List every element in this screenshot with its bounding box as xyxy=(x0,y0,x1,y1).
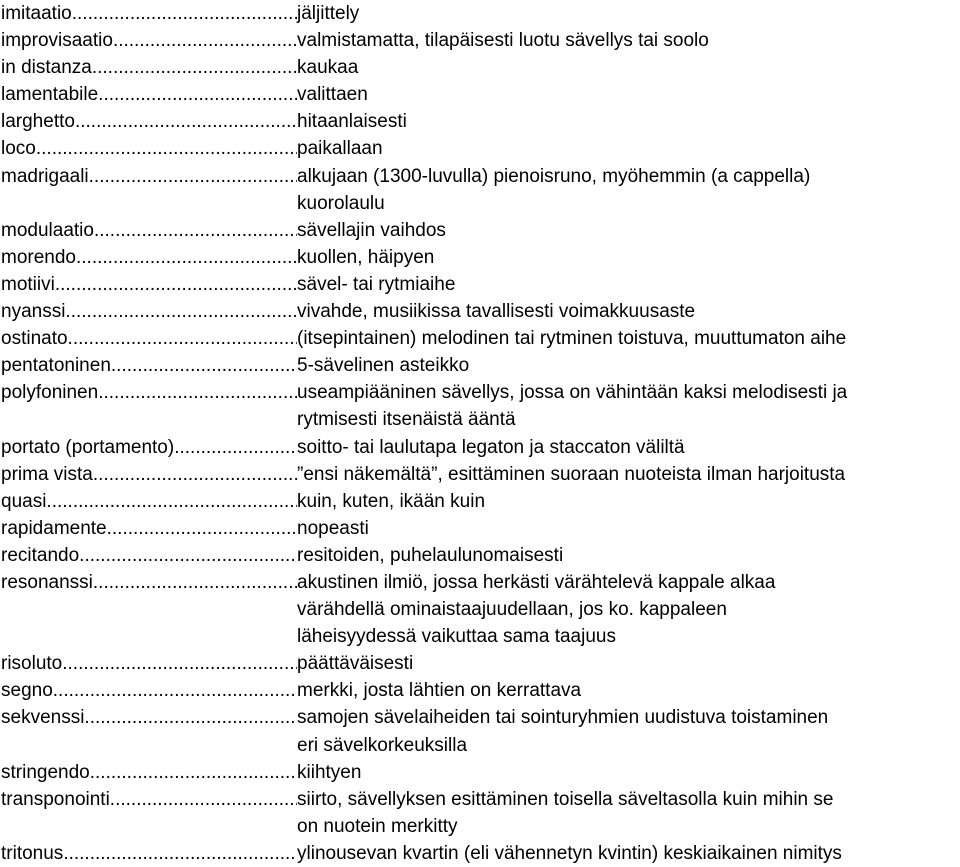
dot-leader xyxy=(90,759,297,786)
definition-line: sävellajin vaihdos xyxy=(297,219,446,241)
definition-line: läheisyydessä vaikuttaa sama taajuus xyxy=(297,626,616,648)
glossary-entry xyxy=(1,81,960,108)
glossary-definition xyxy=(297,0,960,27)
definition-line: valmistamatta, tilapäisesti luotu sävellys tai soolo xyxy=(297,30,709,52)
glossary-term: modulaatio xyxy=(1,219,94,241)
definition-line: valittaen xyxy=(297,84,368,106)
definition-line: useampiääninen sävellys, jossa on vähintään kaksi melodisesti ja xyxy=(297,382,848,404)
glossary-definition xyxy=(297,488,960,515)
glossary-definition xyxy=(297,135,960,162)
definition-line: samojen sävelaiheiden tai sointuryhmien uudistuva toistaminen xyxy=(297,707,829,729)
dot-leader xyxy=(46,488,297,515)
glossary-entry xyxy=(1,108,960,135)
glossary-definition xyxy=(297,569,960,650)
definition-line: ylinousevan kvartin (eli vähennetyn kvintin) keskiaikainen nimitys xyxy=(297,842,842,864)
dot-leader xyxy=(113,27,297,54)
definition-line: vivahde, musiikissa tavallisesti voimakkuusaste xyxy=(297,301,696,323)
dot-leader xyxy=(53,677,297,704)
term-cell xyxy=(1,379,297,406)
glossary-term: larghetto xyxy=(1,111,75,133)
dot-leader xyxy=(72,0,297,27)
dot-leader xyxy=(92,54,297,81)
term-cell xyxy=(1,27,297,54)
dot-leader xyxy=(76,244,297,271)
glossary-term: segno xyxy=(1,680,53,702)
definition-line: kuollen, häipyen xyxy=(297,246,435,268)
dot-leader xyxy=(68,325,297,352)
glossary-definition xyxy=(297,163,960,217)
definition-line: paikallaan xyxy=(297,138,383,160)
term-cell xyxy=(1,271,297,298)
glossary-definition xyxy=(297,271,960,298)
glossary-term: madrigaali xyxy=(1,165,89,187)
definition-line: jäljittely xyxy=(297,3,360,24)
glossary-entry xyxy=(1,54,960,81)
glossary-definition xyxy=(297,27,960,54)
glossary-definition xyxy=(297,542,960,569)
dot-leader xyxy=(93,569,297,596)
glossary-entry xyxy=(1,677,960,704)
term-cell xyxy=(1,704,297,731)
definition-line: hitaanlaisesti xyxy=(297,111,407,133)
glossary-definition xyxy=(297,298,960,325)
glossary-entry xyxy=(1,379,960,433)
definition-line: akustinen ilmiö, jossa herkästi värähtelevä kappale alkaa xyxy=(297,571,776,593)
glossary-entry xyxy=(1,650,960,677)
definition-line: rytmisesti itsenäistä ääntä xyxy=(297,409,516,431)
glossary-definition xyxy=(297,677,960,704)
definition-line: siirto, sävellyksen esittäminen toisella säveltasolla kuin mihin se xyxy=(297,788,834,810)
glossary-definition xyxy=(297,352,960,379)
definition-line: kaukaa xyxy=(297,57,359,79)
glossary-definition xyxy=(297,108,960,135)
term-cell xyxy=(1,108,297,135)
term-cell xyxy=(1,135,297,162)
glossary-term: portato (portamento) xyxy=(1,436,175,458)
definition-line: kuin, kuten, ikään kuin xyxy=(297,490,486,512)
term-cell xyxy=(1,759,297,786)
dot-leader xyxy=(94,217,297,244)
glossary-definition xyxy=(297,461,960,488)
term-cell xyxy=(1,786,297,813)
dot-leader xyxy=(107,515,297,542)
term-cell xyxy=(1,569,297,596)
definition-line: resitoiden, puhelaulunomaisesti xyxy=(297,544,564,566)
dot-leader xyxy=(110,786,297,813)
glossary-term: loco xyxy=(1,138,36,160)
glossary-term: in distanza xyxy=(1,57,92,79)
term-cell xyxy=(1,163,297,190)
term-cell xyxy=(1,0,297,27)
glossary-term: pentatoninen xyxy=(1,355,111,377)
glossary-term: ostinato xyxy=(1,328,68,350)
dot-leader xyxy=(65,298,297,325)
dot-leader xyxy=(89,163,297,190)
glossary-term: transponointi xyxy=(1,788,110,810)
definition-line: kuorolaulu xyxy=(297,192,385,214)
definition-line: merkki, josta lähtien on kerrattava xyxy=(297,680,582,702)
definition-line: alkujaan (1300-luvulla) pienoisruno, myöhemmin (a cappella) xyxy=(297,165,811,187)
term-cell xyxy=(1,650,297,677)
glossary-term: tritonus xyxy=(1,842,64,864)
glossary-entry xyxy=(1,461,960,488)
glossary-term: improvisaatio xyxy=(1,30,113,52)
glossary-term: polyfoninen xyxy=(1,382,99,404)
glossary-definition xyxy=(297,217,960,244)
dot-leader xyxy=(174,434,297,461)
glossary-term: risoluto xyxy=(1,653,63,675)
dot-leader xyxy=(55,271,297,298)
glossary-term: prima vista xyxy=(1,463,93,485)
dot-leader xyxy=(111,352,297,379)
glossary-term: quasi xyxy=(1,490,47,512)
glossary-term: rapidamente xyxy=(1,517,107,539)
glossary-definition xyxy=(297,325,960,352)
glossary-definition xyxy=(297,650,960,677)
term-cell xyxy=(1,325,297,352)
glossary-definition xyxy=(297,434,960,461)
glossary-term: morendo xyxy=(1,246,76,268)
term-cell xyxy=(1,515,297,542)
glossary-term: nyanssi xyxy=(1,301,66,323)
term-cell xyxy=(1,352,297,379)
definition-line: nopeasti xyxy=(297,517,369,539)
dot-leader xyxy=(62,650,297,677)
glossary-entry xyxy=(1,515,960,542)
glossary-entry xyxy=(1,786,960,840)
dot-leader xyxy=(79,542,297,569)
glossary-entry xyxy=(1,135,960,162)
glossary-entry xyxy=(1,542,960,569)
glossary-entry xyxy=(1,217,960,244)
term-cell xyxy=(1,217,297,244)
glossary-term: resonanssi xyxy=(1,571,93,593)
term-cell xyxy=(1,488,297,515)
glossary-entry xyxy=(1,0,960,27)
glossary-definition xyxy=(297,515,960,542)
definition-line: päättäväisesti xyxy=(297,653,414,675)
glossary-entry xyxy=(1,27,960,54)
definition-line: on nuotein merkitty xyxy=(297,815,458,837)
glossary-definition xyxy=(297,54,960,81)
glossary-definition xyxy=(297,704,960,758)
glossary-definition xyxy=(297,81,960,108)
glossary-entry xyxy=(1,488,960,515)
term-cell xyxy=(1,840,297,867)
glossary-entry xyxy=(1,298,960,325)
glossary-term: motiivi xyxy=(1,273,55,295)
glossary-term: sekvenssi xyxy=(1,707,85,729)
definition-line: värähdellä ominaistaajuudellaan, jos ko. kappaleen xyxy=(297,599,727,621)
term-cell xyxy=(1,434,297,461)
dot-leader xyxy=(98,81,297,108)
dot-leader xyxy=(63,840,297,867)
glossary-entry xyxy=(1,434,960,461)
glossary-definition xyxy=(297,759,960,786)
glossary-entry xyxy=(1,704,960,758)
term-cell xyxy=(1,244,297,271)
glossary-entry xyxy=(1,840,960,867)
definition-line: ”ensi näkemältä”, esittäminen suoraan nuoteista ilman harjoitusta xyxy=(297,463,846,485)
definition-line: soitto- tai laulutapa legaton ja staccaton väliltä xyxy=(297,436,685,458)
glossary-entry xyxy=(1,569,960,650)
glossary-entry xyxy=(1,352,960,379)
term-cell xyxy=(1,677,297,704)
dot-leader xyxy=(75,108,297,135)
glossary-entry xyxy=(1,759,960,786)
definition-line: (itsepintainen) melodinen tai rytminen toistuva, muuttumaton aihe xyxy=(297,328,847,350)
term-cell xyxy=(1,54,297,81)
term-cell xyxy=(1,298,297,325)
glossary-definition xyxy=(297,379,960,433)
glossary-term: imitaatio xyxy=(1,3,72,24)
term-cell xyxy=(1,461,297,488)
glossary-term: lamentabile xyxy=(1,84,99,106)
definition-line: eri sävelkorkeuksilla xyxy=(297,734,468,756)
glossary-entry xyxy=(1,271,960,298)
definition-line: 5-sävelinen asteikko xyxy=(297,355,470,377)
glossary-term: stringendo xyxy=(1,761,90,783)
term-cell xyxy=(1,542,297,569)
dot-leader xyxy=(36,135,297,162)
dot-leader xyxy=(93,461,297,488)
dot-leader xyxy=(84,704,297,731)
definition-line: sävel- tai rytmiaihe xyxy=(297,273,456,295)
glossary-definition xyxy=(297,786,960,840)
dot-leader xyxy=(98,379,297,406)
glossary-entry xyxy=(1,325,960,352)
glossary-entry xyxy=(1,163,960,217)
glossary-definition xyxy=(297,840,960,867)
glossary-term: recitando xyxy=(1,544,80,566)
glossary-definition xyxy=(297,244,960,271)
definition-line: kiihtyen xyxy=(297,761,362,783)
glossary-entry xyxy=(1,244,960,271)
term-cell xyxy=(1,81,297,108)
